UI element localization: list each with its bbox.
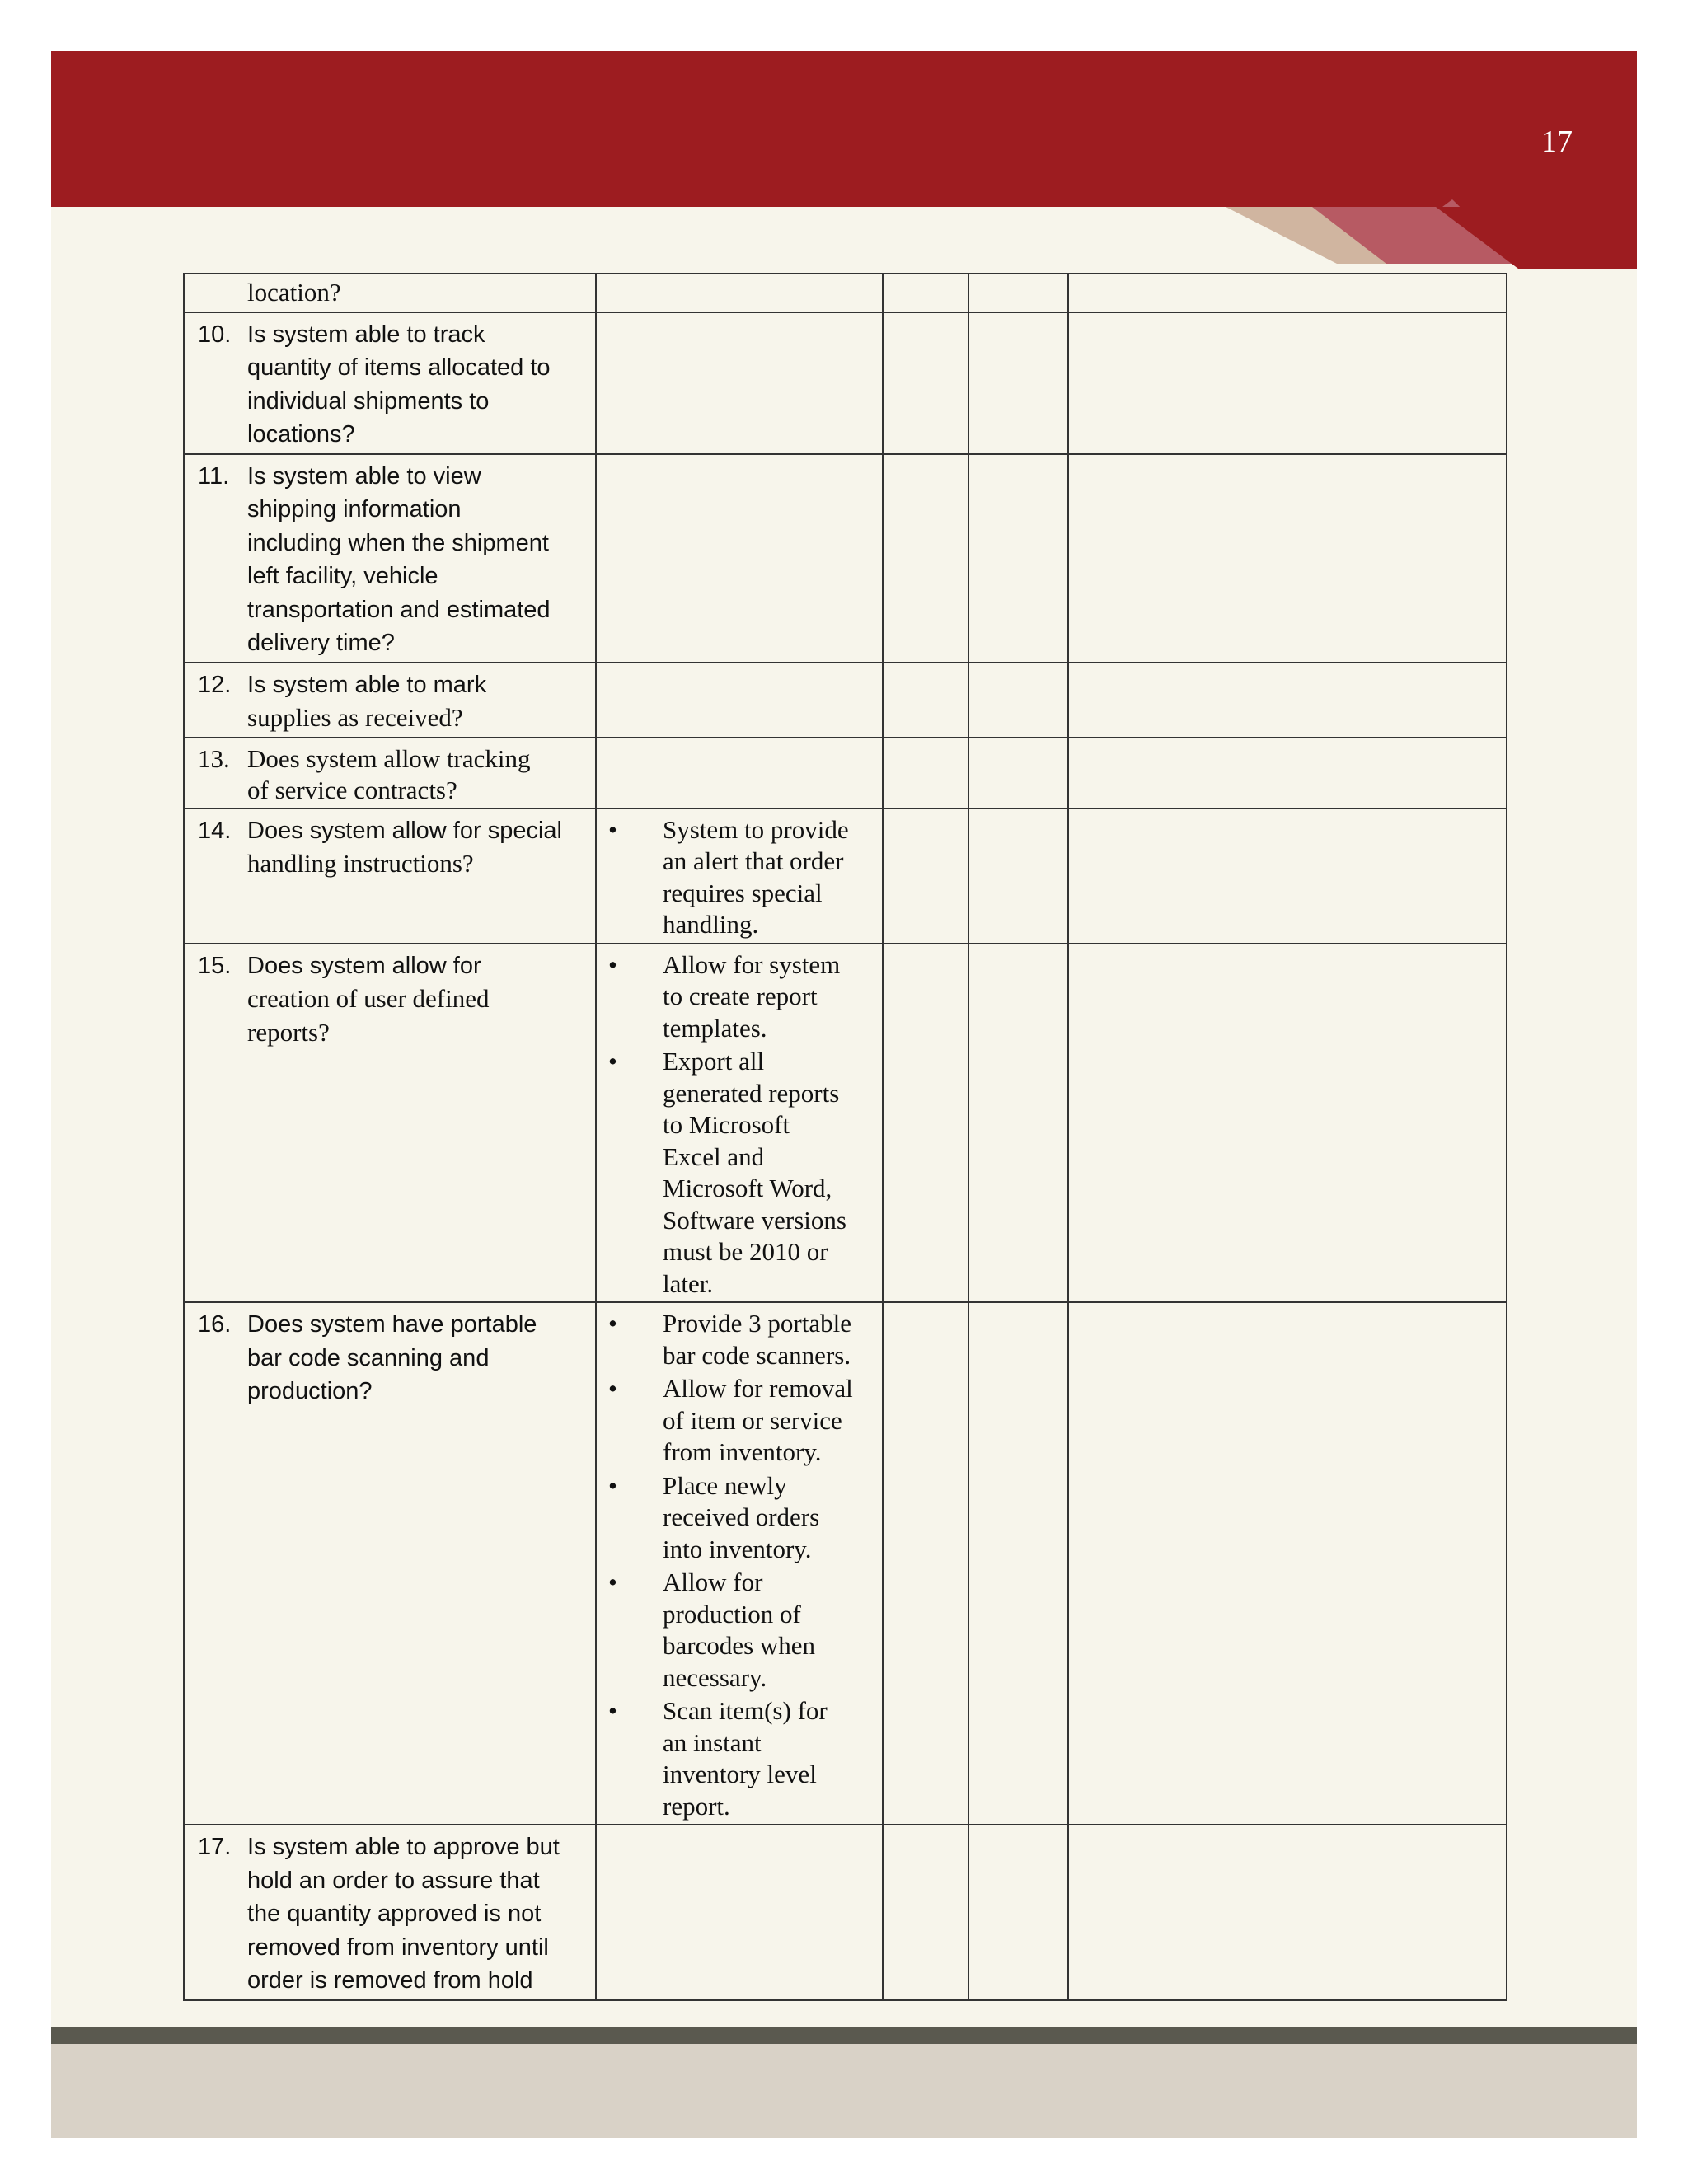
bullet-line: Place newly (663, 1470, 787, 1500)
question-text (247, 1308, 590, 1408)
page-number: 17 (1541, 124, 1573, 159)
bullet-line: barcodes when (663, 1631, 816, 1660)
question-cell (184, 274, 596, 312)
bullet-icon: • (608, 1568, 617, 1596)
list-item (605, 814, 879, 941)
question-cell (184, 738, 596, 808)
bullet-line: Software versions (663, 1205, 846, 1235)
comments-cell (1068, 1302, 1507, 1825)
details-cell (596, 944, 883, 1303)
bullet-line: inventory level (663, 1760, 817, 1788)
question-cell (184, 808, 596, 944)
question-text (247, 318, 590, 452)
question-line: Is system able to mark (247, 671, 487, 698)
comments-cell (1068, 274, 1507, 312)
list-item (605, 1567, 879, 1694)
question-number: 11. (198, 462, 230, 490)
table-row (184, 274, 1507, 312)
blank-cell (883, 738, 968, 808)
comments-cell (1068, 738, 1507, 808)
bullet-line: Scan item(s) for (663, 1696, 828, 1725)
question-cell (184, 944, 596, 1303)
question-number: 17. (198, 1834, 232, 1860)
bullet-line: Allow for system (663, 949, 841, 979)
bullet-line: generated reports (663, 1078, 840, 1108)
requirement-list (597, 1303, 882, 1824)
details-cell (596, 808, 883, 944)
blank-cell (883, 454, 968, 663)
question-line: order is removed from hold (247, 1967, 533, 1994)
bullet-line: later. (663, 1268, 714, 1298)
question-cell (184, 663, 596, 738)
bullet-line: to Microsoft (663, 1110, 790, 1139)
bullet-icon: • (608, 1470, 617, 1500)
bullet-line: of item or service (663, 1405, 842, 1435)
blank-cell (968, 1302, 1068, 1825)
blank-cell (883, 944, 968, 1303)
question-cell (184, 312, 596, 454)
question-line: Does system allow tracking (247, 743, 531, 773)
comments-cell (1068, 944, 1507, 1303)
question-line: Is system able to view (247, 462, 481, 490)
bullet-line: an alert that order (663, 846, 844, 875)
bullet-line: requires special (663, 878, 823, 907)
blank-cell (883, 663, 968, 738)
details-cell (596, 663, 883, 738)
bullet-line: Export all (663, 1047, 765, 1076)
bullet-icon: • (608, 814, 617, 844)
bullet-icon: • (608, 1047, 617, 1076)
question-line: locations? (247, 421, 355, 448)
blank-cell (968, 454, 1068, 663)
details-cell (596, 1302, 883, 1825)
comments-cell (1068, 312, 1507, 454)
requirement-list (597, 944, 882, 1302)
blank-cell (968, 312, 1068, 454)
question-cell (184, 1825, 596, 2000)
table-row (184, 663, 1507, 738)
bullet-line: Allow for removal (663, 1374, 853, 1403)
bullet-line: into inventory. (663, 1534, 812, 1563)
question-text (247, 814, 590, 881)
question-number: 15. (198, 952, 232, 979)
question-line: location? (247, 278, 341, 307)
question-line: creation of user defined (247, 984, 490, 1013)
table-row (184, 312, 1507, 454)
question-number: 12. (198, 671, 232, 698)
details-cell (596, 1825, 883, 2000)
list-item (605, 1470, 879, 1566)
question-text (247, 1830, 590, 1998)
blank-cell (968, 808, 1068, 944)
bullet-line: must be 2010 or (663, 1237, 828, 1266)
list-item (605, 1373, 879, 1469)
bullet-icon: • (608, 1374, 617, 1403)
bullet-line: production of (663, 1599, 801, 1629)
question-line: transportation and estimated (247, 596, 551, 623)
question-number: 10. (198, 321, 232, 348)
bullet-line: an instant (663, 1727, 762, 1757)
bullet-line: handling. (663, 910, 759, 939)
blank-cell (968, 663, 1068, 738)
question-line: left facility, vehicle (247, 563, 438, 589)
comments-cell (1068, 663, 1507, 738)
question-line: Is system able to track (247, 321, 485, 348)
table-row (184, 1302, 1507, 1825)
question-number: 16. (198, 1311, 232, 1338)
question-line: Does system allow for special (247, 817, 562, 844)
blank-cell (968, 944, 1068, 1303)
table-row (184, 738, 1507, 808)
blank-cell (883, 1302, 968, 1825)
question-line: handling instructions? (247, 849, 474, 878)
details-cell (596, 454, 883, 663)
bullet-line: received orders (663, 1502, 820, 1531)
question-number (198, 276, 247, 310)
question-line: Does system allow for (247, 952, 481, 979)
bullet-line: System to provide (663, 814, 849, 844)
list-item (605, 1308, 879, 1371)
comments-cell (1068, 1825, 1507, 2000)
bullet-icon: • (608, 949, 617, 979)
question-line: delivery time? (247, 630, 395, 656)
bullet-icon: • (608, 1696, 617, 1725)
question-line: Does system have portable (247, 1311, 537, 1338)
blank-cell (968, 274, 1068, 312)
bullet-icon: • (608, 1309, 617, 1338)
bullet-line: bar code scanners. (663, 1340, 851, 1370)
bullet-line: report. (663, 1791, 730, 1821)
blank-cell (883, 274, 968, 312)
requirement-list (597, 809, 882, 943)
question-line: hold an order to assure that (247, 1867, 540, 1894)
question-line: Is system able to approve but (247, 1834, 560, 1860)
question-text (247, 668, 590, 735)
bullet-line: necessary. (663, 1662, 767, 1692)
question-line: reports? (247, 1017, 330, 1047)
requirements-table (183, 273, 1507, 2001)
question-number: 13. (198, 743, 230, 773)
question-line: quantity of items allocated to (247, 354, 551, 381)
footer-band (51, 2044, 1637, 2138)
bullet-line: from inventory. (663, 1437, 822, 1466)
blank-cell (968, 738, 1068, 808)
details-cell (596, 312, 883, 454)
table-row (184, 808, 1507, 944)
question-number: 14. (198, 817, 232, 844)
question-line: bar code scanning and (247, 1344, 490, 1371)
question-text (247, 743, 590, 806)
question-line: supplies as received? (247, 703, 463, 732)
blank-cell (968, 1825, 1068, 2000)
list-item (605, 949, 879, 1045)
question-text (247, 949, 590, 1050)
question-cell (184, 454, 596, 663)
question-cell (184, 1302, 596, 1825)
table-row (184, 454, 1507, 663)
blank-cell (883, 1825, 968, 2000)
table-row (184, 944, 1507, 1303)
details-cell (596, 738, 883, 808)
bullet-line: templates. (663, 1013, 767, 1043)
bullet-line: Microsoft Word, (663, 1174, 832, 1202)
list-item (605, 1046, 879, 1300)
bullet-line: Excel and (663, 1141, 765, 1171)
question-line: shipping information (247, 496, 462, 523)
comments-cell (1068, 454, 1507, 663)
details-cell (596, 274, 883, 312)
question-line: removed from inventory until (247, 1933, 549, 1961)
footer-stripe (51, 2027, 1637, 2044)
question-line: individual shipments to (247, 387, 490, 415)
question-line: the quantity approved is not (247, 1900, 542, 1927)
blank-cell (883, 312, 968, 454)
header-ribbon-decoration (51, 51, 1637, 282)
list-item (605, 1695, 879, 1822)
table-row (184, 1825, 1507, 2000)
question-line: production? (247, 1378, 373, 1404)
comments-cell (1068, 808, 1507, 944)
question-text (247, 460, 590, 660)
question-line: including when the shipment (247, 529, 549, 556)
bullet-line: to create report (663, 982, 818, 1010)
bullet-line: Allow for (663, 1568, 763, 1596)
bullet-line: Provide 3 portable (663, 1309, 852, 1338)
question-line: of service contracts? (247, 775, 457, 804)
question-text (247, 276, 590, 310)
blank-cell (883, 808, 968, 944)
